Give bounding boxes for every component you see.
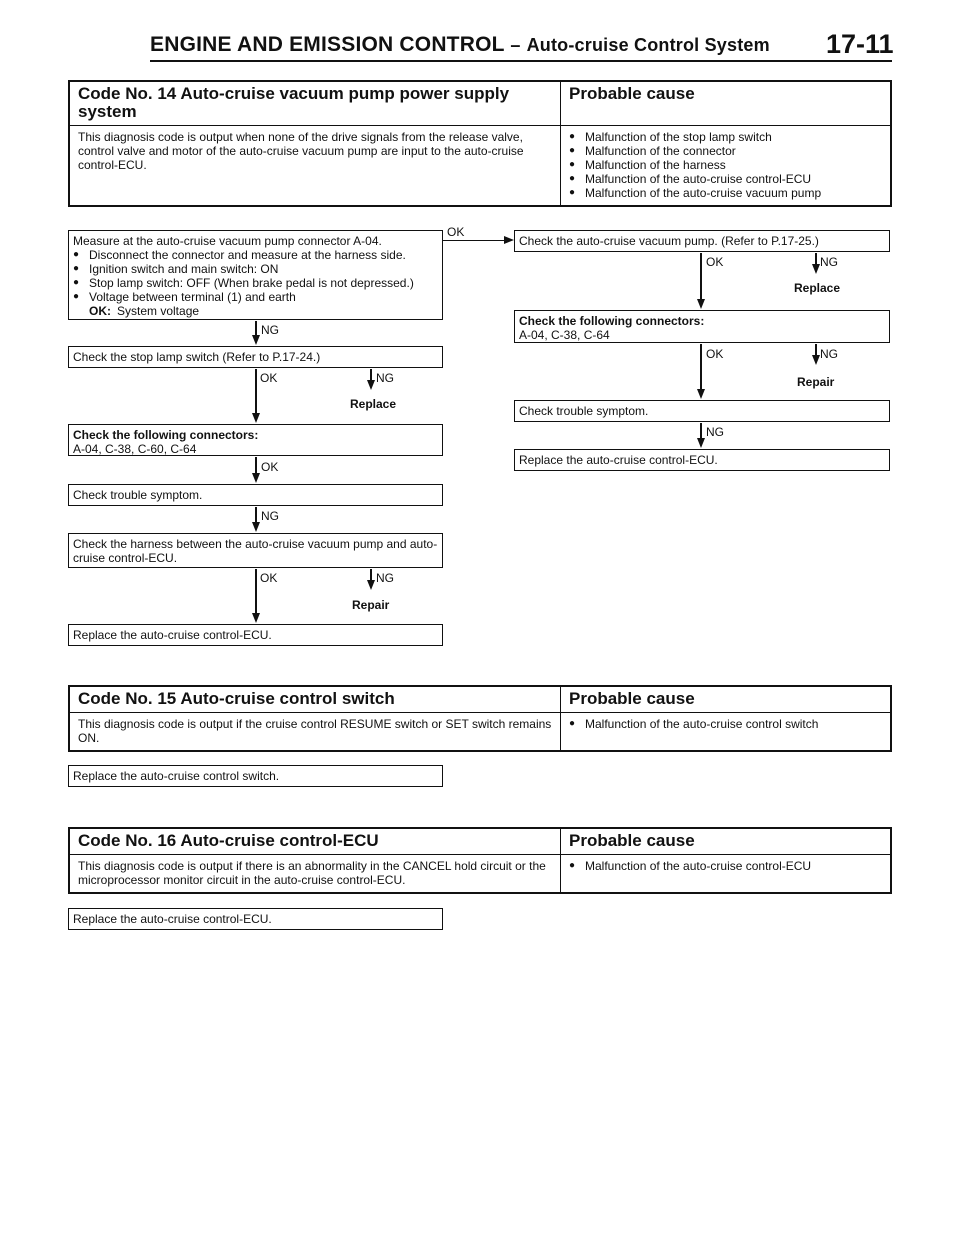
check-stop-lamp-text: Check the stop lamp switch (Refer to P.17-24.): [73, 350, 321, 364]
code15-action-box: [68, 765, 443, 787]
cause-item: ● Malfunction of the auto-cruise control switch: [569, 717, 882, 731]
code16-action-box: [68, 908, 443, 930]
flow-label-ok: OK: [706, 347, 724, 361]
check-symptom-left-box: [68, 484, 443, 506]
arrow-down-icon: [252, 335, 260, 345]
arrow-down-icon: [252, 613, 260, 623]
arrow-down-icon: [812, 355, 820, 365]
flow-label-ng: NG: [820, 347, 838, 361]
measure-item: ● Ignition switch and main switch: ON: [73, 262, 438, 276]
code15-title: Code No. 15 Auto-cruise control switch: [69, 686, 561, 713]
check-pump-text: Check the auto-cruise vacuum pump. (Refer to P.17-25.): [519, 234, 819, 248]
arrow-down-icon: [252, 522, 260, 532]
code16-description: This diagnosis code is output if there is an abnormality in the CANCEL hold circuit or the microprocessor monitor circuit in the auto-cruise control-ECU.: [69, 855, 561, 894]
replace-ecu-right-box: [514, 449, 890, 471]
cause-item: ● Malfunction of the auto-cruise vacuum pump: [569, 186, 882, 200]
code16-cause-heading: Probable cause: [561, 828, 892, 855]
title-sub: Auto-cruise Control System: [526, 35, 770, 55]
replace-ecu-left-text: Replace the auto-cruise control-ECU.: [73, 628, 272, 642]
code14-table: [68, 80, 892, 207]
flow-label-ng: NG: [706, 425, 724, 439]
arrow-down-icon: [697, 299, 705, 309]
code16-table: [68, 827, 892, 894]
flow-label-ng: NG: [376, 571, 394, 585]
code14-title: Code No. 14 Auto-cruise vacuum pump power supply system: [69, 81, 561, 126]
cause-item: ● Malfunction of the auto-cruise control-ECU: [569, 859, 882, 873]
header-rule: [150, 60, 892, 62]
flow-label-ok: OK: [260, 371, 278, 385]
code16-title: Code No. 16 Auto-cruise control-ECU: [69, 828, 561, 855]
arrow-right-icon: [504, 236, 514, 244]
measure-ok-line: [73, 304, 438, 318]
cause-item: ● Malfunction of the stop lamp switch: [569, 130, 882, 144]
code14-cause-heading: Probable cause: [561, 81, 892, 126]
check-harness-box: [68, 533, 443, 568]
check-symptom-right-text: Check trouble symptom.: [519, 404, 649, 418]
flow-label-ok: OK: [261, 460, 279, 474]
action-repair: Repair: [797, 375, 835, 389]
arrow-down-icon: [252, 413, 260, 423]
code16-action-text: Replace the auto-cruise control-ECU.: [73, 912, 272, 926]
flow-label-ng: NG: [261, 323, 279, 337]
check-harness-text: Check the harness between the auto-cruise vacuum pump and auto-cruise control-ECU.: [73, 537, 438, 565]
check-connectors-left-box: [68, 424, 443, 456]
check-connectors-left-title: Check the following connectors:: [73, 428, 259, 442]
measure-box: [68, 230, 443, 320]
action-repair: Repair: [352, 598, 390, 612]
arrow-down-icon: [697, 438, 705, 448]
flow-connector: [255, 369, 257, 415]
check-connectors-right-box: [514, 310, 890, 343]
check-symptom-right-box: [514, 400, 890, 422]
flow-connector: [443, 240, 505, 241]
measure-item: ● Disconnect the connector and measure at the harness side.: [73, 248, 438, 262]
arrow-down-icon: [697, 389, 705, 399]
cause-item: ● Malfunction of the connector: [569, 144, 882, 158]
check-connectors-right-title: Check the following connectors:: [519, 314, 705, 328]
measure-item: ● Voltage between terminal (1) and earth: [73, 290, 438, 304]
ok-value: System voltage: [117, 304, 200, 318]
flow-connector: [700, 344, 702, 391]
replace-ecu-left-box: [68, 624, 443, 646]
code14-causes: [561, 126, 892, 207]
flow-connector: [255, 569, 257, 615]
arrow-down-icon: [812, 264, 820, 274]
flow-label-ok: OK: [260, 571, 278, 585]
replace-ecu-right-text: Replace the auto-cruise control-ECU.: [519, 453, 718, 467]
flow-connector: [700, 253, 702, 301]
action-replace: Replace: [794, 281, 841, 295]
check-stop-lamp-box: [68, 346, 443, 368]
check-pump-box: [514, 230, 890, 252]
action-replace: Replace: [350, 397, 397, 411]
code16-causes: [561, 855, 892, 894]
check-symptom-left-text: Check trouble symptom.: [73, 488, 203, 502]
title-separator: –: [510, 35, 521, 55]
page-title: [150, 33, 770, 57]
measure-title: Measure at the auto-cruise vacuum pump connector A-04.: [73, 234, 382, 248]
cause-item: ● Malfunction of the auto-cruise control-ECU: [569, 172, 882, 186]
arrow-down-icon: [367, 580, 375, 590]
ok-label: OK:: [89, 304, 111, 318]
code15-causes: [561, 713, 892, 752]
arrow-down-icon: [367, 380, 375, 390]
measure-item: ● Stop lamp switch: OFF (When brake pedal is not depressed.): [73, 276, 438, 290]
page-number: 17-11: [826, 29, 894, 59]
code15-description: This diagnosis code is output if the cruise control RESUME switch or SET switch remains ON.: [69, 713, 561, 752]
flow-label-ok: OK: [447, 225, 465, 239]
arrow-down-icon: [252, 473, 260, 483]
title-main: ENGINE AND EMISSION CONTROL: [150, 33, 505, 56]
check-connectors-right-list: A-04, C-38, C-64: [519, 328, 610, 342]
code15-cause-heading: Probable cause: [561, 686, 892, 713]
flow-label-ng: NG: [376, 371, 394, 385]
flow-label-ok: OK: [706, 255, 724, 269]
check-connectors-left-list: A-04, C-38, C-60, C-64: [73, 442, 197, 456]
code15-action-text: Replace the auto-cruise control switch.: [73, 769, 280, 783]
code14-description: This diagnosis code is output when none of the drive signals from the release valve, control valve and motor of the auto-cruise vacuum pump are input to the auto-cruise control-ECU.: [69, 126, 561, 207]
code15-table: [68, 685, 892, 752]
flow-label-ng: NG: [261, 509, 279, 523]
flow-label-ng: NG: [820, 255, 838, 269]
cause-item: ● Malfunction of the harness: [569, 158, 882, 172]
